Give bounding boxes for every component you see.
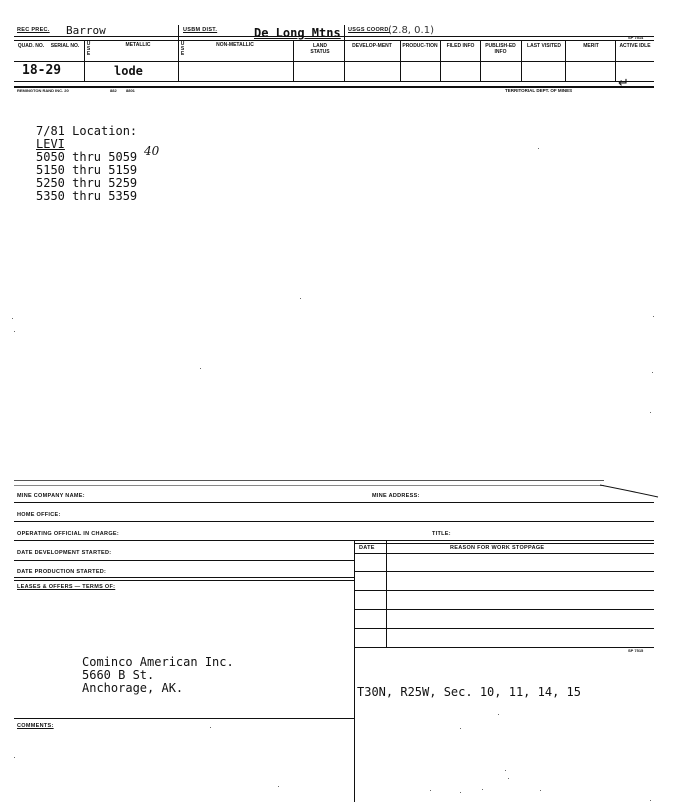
lower-rule <box>354 553 654 554</box>
header-divider <box>84 40 85 81</box>
speck <box>650 412 651 413</box>
notes-line-4: 5150 thru 5159 <box>36 163 138 177</box>
col-filed-info: FILED INFO <box>446 43 475 49</box>
legal-description: T30N, R25W, Sec. 10, 11, 14, 15 <box>357 685 581 699</box>
lower-rule <box>354 609 654 610</box>
usbm-dist-label: USBM DIST. <box>183 27 218 33</box>
speck <box>538 148 539 149</box>
speck <box>508 778 509 779</box>
header-divider <box>615 40 616 81</box>
header-divider <box>178 25 179 81</box>
leases-offers-label: LEASES & OFFERS — TERMS OF: <box>17 584 116 590</box>
header-divider <box>565 40 566 81</box>
header-divider <box>440 40 441 81</box>
lower-rule <box>14 718 354 719</box>
lower-rule <box>14 502 654 503</box>
header-rule <box>14 81 654 82</box>
usgs-coord-value: (2.8, 0.1) <box>388 25 434 36</box>
speck <box>278 786 279 787</box>
torn-edge <box>600 483 660 501</box>
col-land-status: LAND STATUS <box>310 43 330 55</box>
usbm-dist-value: De Long Mtns <box>254 26 341 40</box>
lower-rule <box>354 571 654 572</box>
notes-line-1: 7/81 Location: <box>36 124 138 138</box>
handwritten-note: 40 <box>144 144 160 158</box>
col-production: PRODUC-TION <box>402 43 438 49</box>
lower-rule <box>14 560 354 561</box>
col-use-metallic: U S E <box>86 41 91 57</box>
table-divider <box>354 540 355 802</box>
lower-rule <box>14 480 604 481</box>
speck <box>200 368 201 369</box>
col-metallic: METALLIC <box>125 42 151 48</box>
lower-rule <box>354 590 654 591</box>
title-label: TITLE: <box>432 531 451 537</box>
territorial-dept: TERRITORIAL DEPT. OF MINES <box>505 88 573 93</box>
header-rule <box>14 61 654 62</box>
comments-label: COMMENTS: <box>17 723 54 729</box>
date-dev-started-label: DATE DEVELOPMENT STARTED: <box>17 550 112 556</box>
form-code-bottom: SP 7515 <box>628 648 644 653</box>
quad-serial-value: 18-29 <box>22 63 62 78</box>
col-active-idle: ACTIVE IDLE <box>619 43 651 49</box>
header-divider <box>400 40 401 81</box>
lower-rule <box>14 540 654 541</box>
metallic-value: lode <box>114 64 143 78</box>
col-published-info: PUBLISH-ED INFO <box>485 43 516 55</box>
speck <box>652 372 653 373</box>
speck <box>498 714 499 715</box>
company-line-1: Cominco American Inc. <box>82 655 234 669</box>
company-line-2: 5660 B St. <box>82 668 155 682</box>
speck <box>460 792 461 793</box>
speck <box>14 757 15 758</box>
col-use-nonmetallic: U S E <box>180 41 185 57</box>
header-divider <box>293 40 294 81</box>
rec-prec-label: REC PREC. <box>17 27 50 33</box>
reason-column-header: REASON FOR WORK STOPPAGE <box>450 545 545 551</box>
lower-rule <box>354 628 654 629</box>
speck <box>540 790 541 791</box>
usgs-coord-label: USGS COORD. <box>348 27 391 33</box>
speck <box>430 790 431 791</box>
header-divider <box>480 40 481 81</box>
speck <box>505 770 506 771</box>
notes-line-5: 5250 thru 5259 <box>36 176 138 190</box>
rec-prec-value: Barrow <box>66 24 106 37</box>
mine-address-label: MINE ADDRESS: <box>372 493 420 499</box>
col-serial-no: SERIAL NO. <box>50 43 80 49</box>
col-non-metallic: NON-METALLIC <box>216 42 254 48</box>
table-divider <box>386 540 387 648</box>
col-quad-no: QUAD. NO. <box>17 43 45 49</box>
header-divider <box>521 40 522 81</box>
printer-code-b: 8801 <box>126 88 135 93</box>
speck <box>482 789 483 790</box>
notes-line-6: 5350 thru 5359 <box>36 189 138 203</box>
speck <box>653 316 654 317</box>
notes-line-2: LEVI <box>36 137 65 151</box>
notes-line-3: 5050 thru 5059 <box>36 150 138 164</box>
lower-rule <box>354 647 654 648</box>
header-rule <box>14 40 654 41</box>
lower-rule <box>14 580 354 581</box>
speck <box>460 728 461 729</box>
speck <box>210 727 211 728</box>
col-development: DEVELOP-MENT <box>352 43 392 49</box>
speck <box>12 318 13 319</box>
printer-code-a: 882 <box>110 88 117 93</box>
lower-rule <box>354 543 654 544</box>
date-column-header: DATE <box>359 545 375 551</box>
home-office-label: HOME OFFICE: <box>17 512 61 518</box>
speck <box>14 331 15 332</box>
speck <box>650 800 651 801</box>
col-last-visited: LAST VISITED <box>527 43 561 49</box>
company-line-3: Anchorage, AK. <box>82 681 184 695</box>
header-divider <box>344 25 345 81</box>
lower-rule <box>14 521 654 522</box>
col-merit: MERIT <box>583 43 599 49</box>
printer-line: REMINGTON RAND INC. 20 <box>17 88 69 93</box>
operating-official-label: OPERATING OFFICIAL IN CHARGE: <box>17 531 119 537</box>
lower-rule <box>14 577 354 578</box>
mine-company-name-label: MINE COMPANY NAME: <box>17 493 85 499</box>
date-prod-started-label: DATE PRODUCTION STARTED: <box>17 569 107 575</box>
form-code-top: SP 7514 <box>628 35 644 40</box>
handwritten-mark: ↵ <box>618 76 629 91</box>
lower-rule <box>14 485 604 486</box>
speck <box>300 298 301 299</box>
